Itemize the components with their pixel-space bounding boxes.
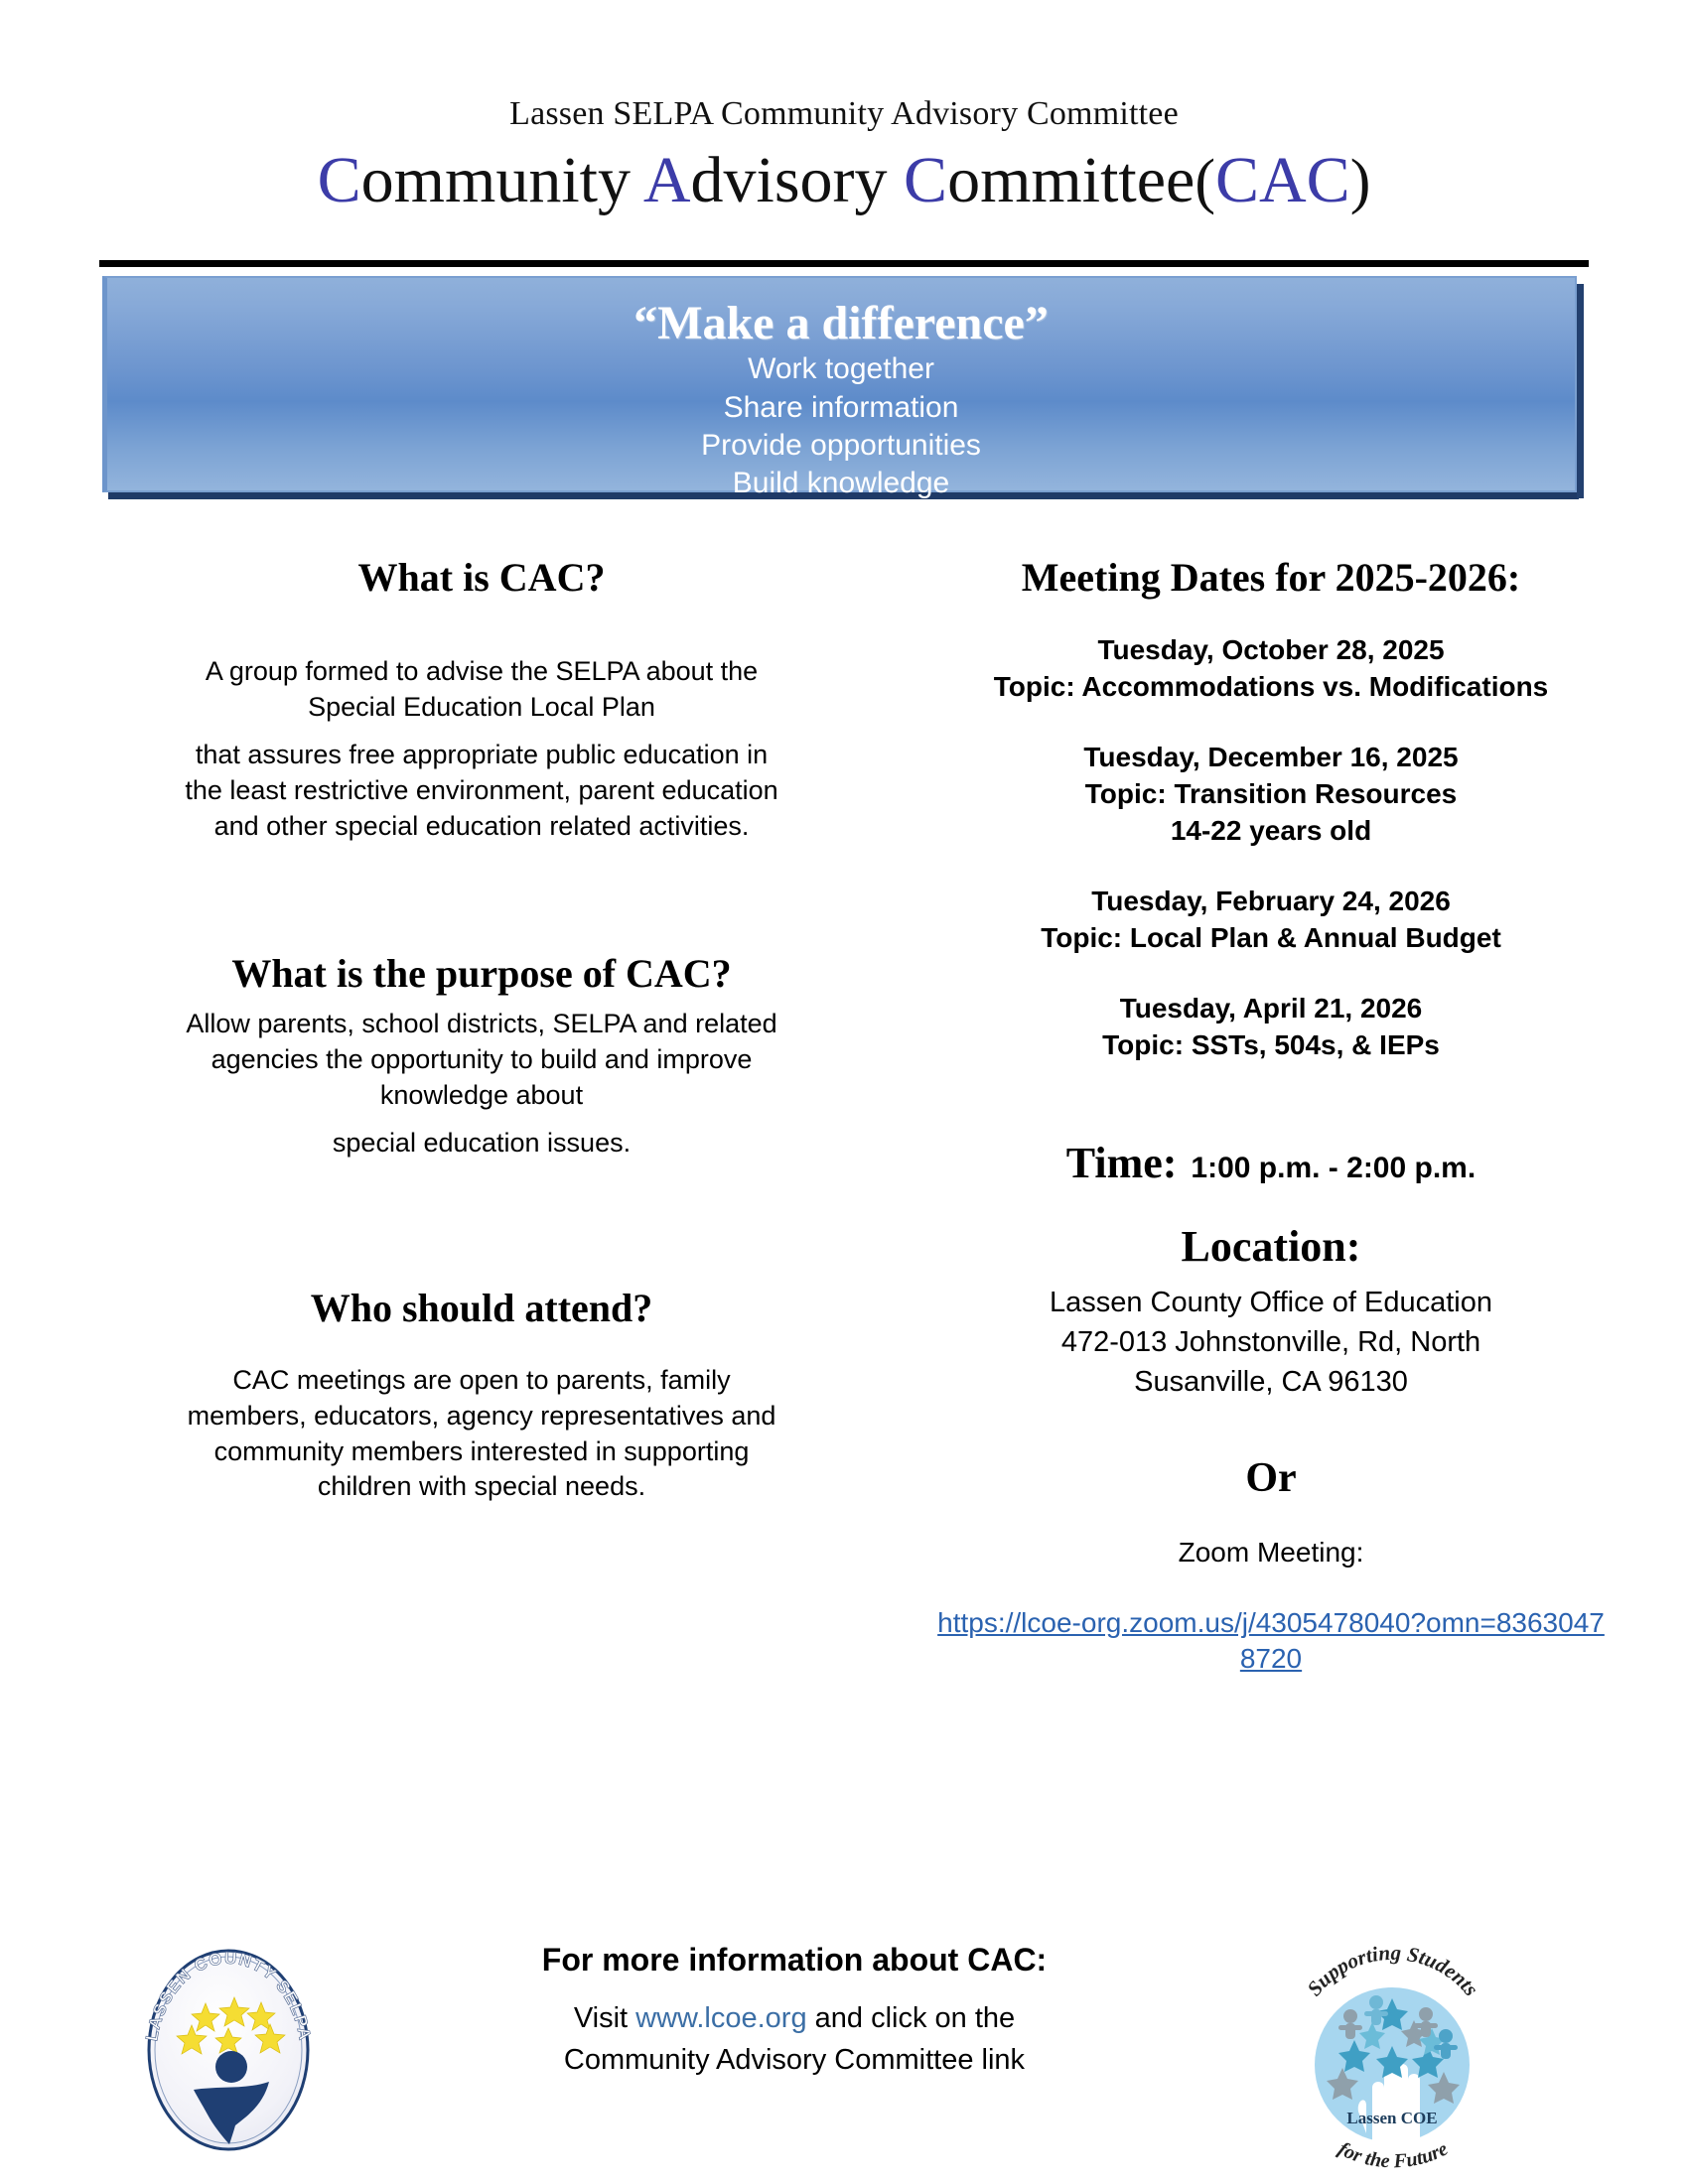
meeting-date: Tuesday, October 28, 2025	[1097, 634, 1445, 666]
location-line-1: Lassen County Office of Education	[1049, 1287, 1493, 1319]
section-heading-meeting-dates: Meeting Dates for 2025-2026:	[1021, 555, 1521, 600]
title-c1: C	[317, 144, 361, 217]
svg-text:for the Future: for the Future	[1335, 2137, 1452, 2169]
title-paren-close: )	[1349, 148, 1371, 216]
meeting-entry	[933, 884, 1609, 957]
coe-center-text: Lassen COE	[1346, 2109, 1438, 2127]
meeting-date: Tuesday, December 16, 2025	[1083, 742, 1459, 773]
banner-line-4: Build knowledge	[732, 467, 950, 500]
slogan-banner	[102, 276, 1577, 500]
title-ommunity: ommunity	[360, 144, 643, 217]
footer-heading: For more information about CAC:	[541, 1942, 1048, 1978]
meeting-entry	[933, 632, 1609, 706]
svg-text:Supporting Students: Supporting Students	[1302, 1940, 1483, 2001]
right-column	[933, 556, 1609, 1678]
title-a: A	[642, 144, 691, 217]
title-c2: C	[904, 144, 948, 217]
svg-text:LASSEN COUNTY SELPA: LASSEN COUNTY SELPA	[142, 1948, 315, 2043]
slogan-banner-wrapper	[102, 276, 1577, 500]
title-dvisory: dvisory	[690, 144, 905, 217]
time-label: Time:	[1065, 1138, 1178, 1187]
footer-website-url[interactable]: www.lcoe.org	[635, 2002, 807, 2035]
zoom-meeting-label: Zoom Meeting:	[1178, 1537, 1364, 1569]
or-heading: Or	[1245, 1455, 1297, 1502]
footer-visit-suffix: and click on the	[806, 2002, 1016, 2035]
purpose-paragraph-1: Allow parents, school districts, SELPA and related agencies the opportunity to build and improve knowledge about	[186, 1008, 777, 1110]
meeting-topic-extra: 14-22 years old	[1170, 815, 1372, 846]
meeting-date: Tuesday, February 24, 2026	[1091, 885, 1451, 916]
meeting-topic: Topic: SSTs, 504s, & IEPs	[1102, 1028, 1440, 1060]
section-heading-purpose: What is the purpose of CAC?	[231, 950, 732, 996]
footer-info	[417, 1941, 1172, 2081]
title-ommittee: ommittee	[947, 144, 1196, 217]
meeting-topic: Topic: Local Plan & Annual Budget	[1041, 921, 1501, 953]
zoom-meeting-link[interactable]: https://lcoe-org.zoom.us/j/4305478040?omn=83630478720	[937, 1606, 1605, 1675]
time-value: 1:00 p.m. - 2:00 p.m.	[1191, 1151, 1477, 1184]
location-heading: Location:	[1181, 1221, 1361, 1271]
lassen-county-selpa-logo	[134, 1941, 323, 2154]
banner-line-3: Provide opportunities	[701, 428, 981, 462]
meeting-topic: Topic: Transition Resources	[1084, 778, 1458, 810]
meeting-date: Tuesday, April 21, 2026	[1119, 992, 1423, 1024]
page-header	[0, 95, 1688, 215]
purpose-paragraph-2: special education issues.	[332, 1127, 632, 1158]
footer-visit-line-2: Community Advisory Committee link	[563, 2043, 1026, 2076]
purpose-body	[179, 1007, 784, 1161]
footer-visit-line	[417, 1998, 1172, 2039]
meeting-topic: Topic: Accommodations vs. Modifications	[993, 671, 1549, 703]
kicker-title: Lassen SELPA Community Advisory Committee	[509, 95, 1179, 132]
who-should-attend-body	[179, 1363, 784, 1506]
left-column	[179, 556, 784, 1505]
banner-quote: “Make a difference”	[633, 297, 1049, 349]
location-line-2: 472-013 Johnstonville, Rd, North	[1060, 1326, 1481, 1359]
banner-right-shadow	[1577, 284, 1584, 498]
banner-line-1: Work together	[748, 352, 934, 386]
meeting-entry	[933, 991, 1609, 1064]
title-cac: CAC	[1215, 144, 1350, 217]
what-is-cac-body	[179, 654, 784, 845]
what-is-cac-paragraph-1: A group formed to advise the SELPA about the Special Education Local Plan	[205, 656, 759, 723]
footer-visit-prefix: Visit	[573, 2002, 636, 2035]
lassen-coe-logo	[1281, 1921, 1504, 2169]
header-divider-rule	[99, 260, 1589, 267]
who-should-attend-paragraph-1: CAC meetings are open to parents, family members, educators, agency representatives and community members interested in supporting children with special needs.	[187, 1364, 776, 1502]
location-line-3: Susanville, CA 96130	[1134, 1366, 1408, 1399]
banner-line-2: Share information	[723, 390, 959, 424]
meeting-time-row	[933, 1138, 1609, 1187]
title-paren-open: (	[1195, 148, 1215, 216]
section-heading-who-should-attend: Who should attend?	[310, 1285, 653, 1330]
page-title	[0, 144, 1688, 217]
section-heading-what-is-cac: What is CAC?	[357, 555, 606, 600]
what-is-cac-paragraph-2: that assures free appropriate public education in the least restrictive environment, parent education and other special education related activities.	[185, 740, 778, 841]
meeting-entry	[933, 740, 1609, 850]
